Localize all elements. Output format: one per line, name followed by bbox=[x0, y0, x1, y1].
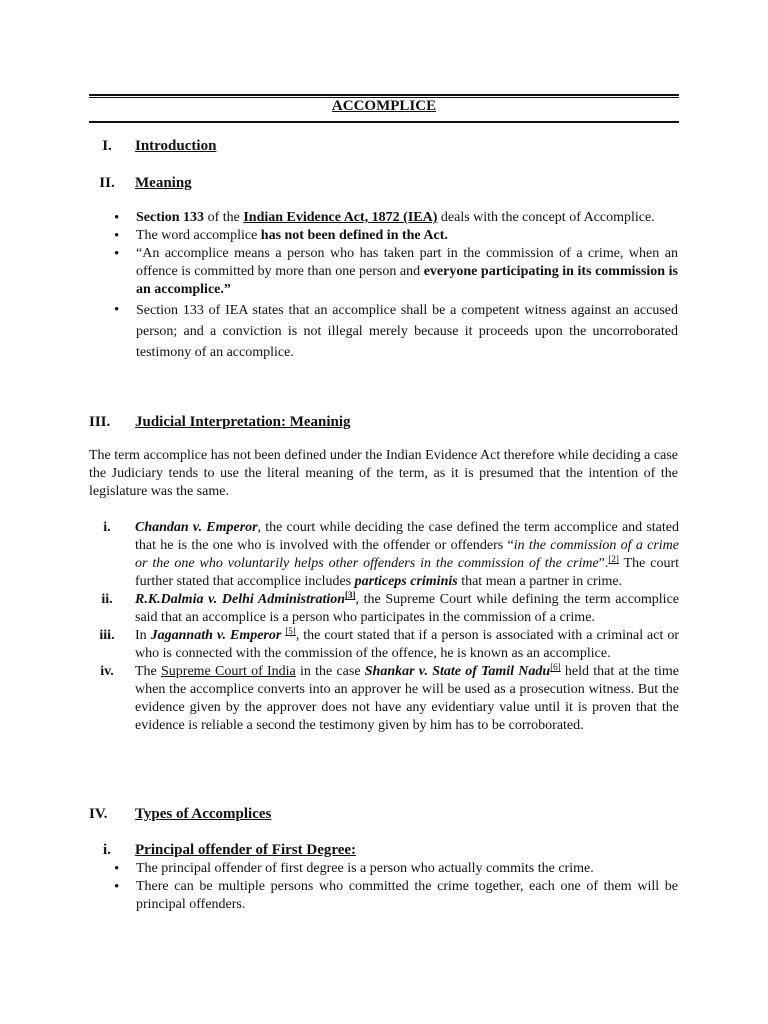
section-number: III. bbox=[89, 414, 111, 430]
text: that mean a partner in crime. bbox=[457, 574, 623, 589]
section-number: I. bbox=[102, 138, 112, 154]
section-heading: Meaning bbox=[135, 175, 192, 191]
list-item bbox=[89, 663, 679, 735]
list-item bbox=[89, 627, 679, 663]
list-item bbox=[114, 300, 678, 363]
text: , the court stated that if a person is associated with a criminal act or who is connected with the commission of the offence, he is known as an accomplice. bbox=[135, 628, 679, 661]
list-item bbox=[114, 860, 678, 878]
text: The court further stated that accomplice includes bbox=[135, 556, 680, 589]
top-rule-thick bbox=[89, 94, 679, 96]
case-name: Shankar v. State of Tamil Nadu bbox=[364, 664, 551, 679]
case-name: Chandan v. Emperor bbox=[135, 520, 258, 535]
text: held that at the time when the accomplice converts into an approver he will be used as a prosecution witness. But the evidence given by the approver does not have any evidentiary value until it is proven that the evidence is reliable a second the testimony given by him has to be corroborated. bbox=[135, 664, 680, 733]
case-name: R.K.Dalmia v. Delhi Administration bbox=[135, 592, 346, 607]
section-number: II. bbox=[99, 175, 115, 191]
list-item bbox=[114, 227, 678, 245]
text: of the bbox=[204, 210, 244, 225]
list-number: ii. bbox=[101, 592, 113, 607]
text: deals with the concept of Accomplice. bbox=[437, 210, 655, 225]
section-number: IV. bbox=[89, 806, 108, 822]
text: In bbox=[135, 628, 151, 643]
list-item bbox=[89, 591, 679, 627]
text: There can be multiple persons who committed the crime together, each one of them will be principal offenders. bbox=[136, 879, 678, 912]
section-ref: Section 133 bbox=[136, 210, 205, 225]
text: in the case bbox=[295, 664, 365, 679]
list-item bbox=[89, 519, 679, 591]
footnote-link[interactable]: [5] bbox=[285, 626, 296, 636]
meaning-list bbox=[114, 209, 678, 363]
list-item bbox=[114, 209, 678, 227]
footnote-link[interactable]: [2] bbox=[608, 554, 619, 564]
text: ”. bbox=[598, 556, 609, 571]
document-title: ACCOMPLICE bbox=[331, 98, 437, 114]
list-number: i. bbox=[103, 520, 111, 535]
text: , the court while deciding the case defined the term accomplice and stated that he is the one who is involved with the offender or offenders “ bbox=[135, 520, 679, 553]
section-heading: Types of Accomplices bbox=[135, 806, 272, 822]
emphasis: has not been defined in the Act. bbox=[260, 228, 448, 243]
case-list bbox=[89, 519, 679, 735]
act-link[interactable]: Indian Evidence Act, 1872 (IEA) bbox=[243, 210, 438, 225]
section-heading: Judicial Interpretation: Meaninig bbox=[135, 414, 351, 430]
text: , the Supreme Court while defining the term accomplice said that an accomplice is a person who participates in the commission of a crime. bbox=[135, 592, 680, 625]
section-heading: Principal offender of First Degree: bbox=[135, 842, 357, 858]
footnote-link[interactable]: [3] bbox=[345, 590, 356, 600]
principal-list bbox=[114, 860, 678, 914]
section-number: i. bbox=[103, 842, 111, 858]
judicial-paragraph: The term accomplice has not been defined under the Indian Evidence Act therefore while deciding a case the Judiciary tends to use the literal meaning of the term, as it is presumed that the intention of the legislature was the same. bbox=[89, 448, 678, 499]
text: The principal offender of first degree is a person who actually commits the crime. bbox=[136, 861, 594, 876]
latin-term: particeps criminis bbox=[354, 574, 458, 589]
list-number: iii. bbox=[99, 628, 115, 643]
text: “An accomplice means a person who has taken part in the commission of a crime, when an offence is committed by more than one person and bbox=[136, 246, 678, 279]
quote: in the commission of a crime or the one who voluntarily helps other offenders in the commission of the crime bbox=[135, 538, 679, 571]
list-item bbox=[114, 245, 678, 299]
court-link[interactable]: Supreme Court of India bbox=[161, 664, 296, 679]
list-number: iv. bbox=[100, 664, 114, 679]
footnote-link[interactable]: [6] bbox=[550, 662, 561, 672]
text: Section 133 of IEA states that an accomplice shall be a competent witness against an accused person; and a conviction is not illegal merely because it proceeds upon the uncorroborated testimony of an accomplice. bbox=[136, 303, 678, 360]
emphasis: everyone participating in its commission is an accomplice.” bbox=[136, 264, 678, 297]
section-heading: Introduction bbox=[135, 138, 217, 154]
text: The word accomplice bbox=[136, 228, 261, 243]
title-rule bbox=[89, 121, 679, 123]
case-name: Jagannath v. Emperor bbox=[150, 628, 282, 643]
list-item bbox=[114, 878, 678, 914]
text: The bbox=[135, 664, 161, 679]
